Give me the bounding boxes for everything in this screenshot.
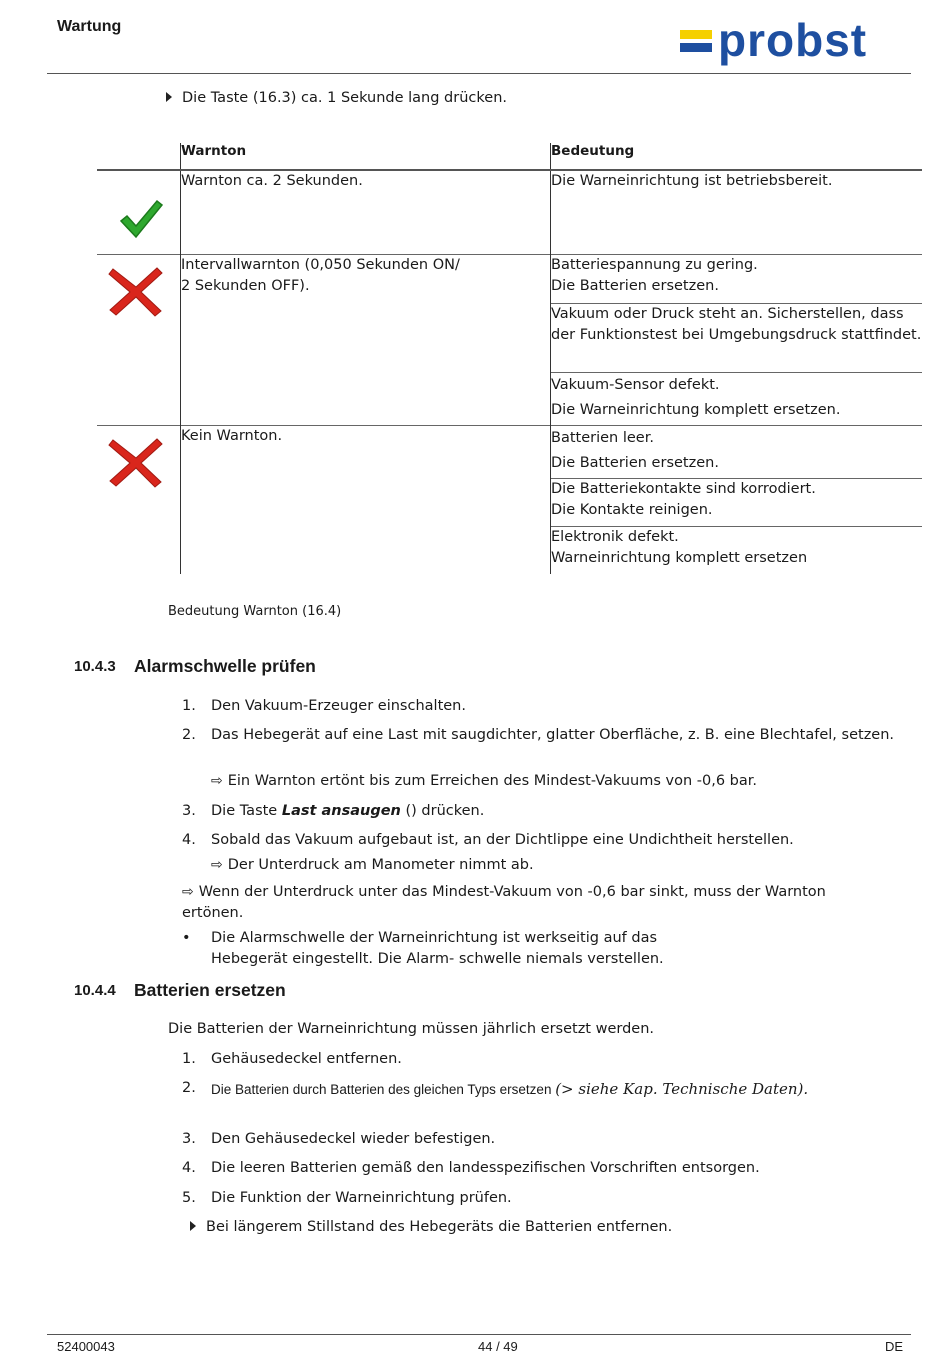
probst-logo (680, 22, 905, 70)
note-text: Die Alarmschwelle der Warneinrichtung ist werkseitig auf das Hebegerät eingestellt. Die Alarm- schwelle niemals verstellen. (211, 930, 664, 967)
result-arrow-icon: ⇨ (211, 857, 223, 873)
list-number: 1. (182, 1051, 196, 1067)
header-rule (47, 73, 911, 74)
step-arrow-icon (190, 1221, 196, 1231)
list-number: 4. (182, 1160, 196, 1176)
warnton-cell: Warnton ca. 2 Sekunden. (181, 170, 551, 254)
list-item: Gehäusedeckel entfernen. (211, 1051, 402, 1067)
meaning-cell: Elektronik defekt. Warneinrichtung komplett ersetzen (551, 526, 923, 574)
list-item: Die leeren Batterien gemäß den landesspezifischen Vorschriften entsorgen. (211, 1160, 760, 1176)
meaning-cell: Vakuum oder Druck steht an. Sicherstellen, dass der Funktionstest bei Umgebungsdruck stattfindet. (551, 303, 923, 372)
warnton-cell: Intervallwarnton (0,050 Sekunden ON/ 2 Sekunden OFF). (181, 254, 551, 425)
final-step: Bei längerem Stillstand des Hebegeräts die Batterien entfernen. (190, 1217, 672, 1238)
list-number: 5. (182, 1190, 196, 1206)
key-label: Last ansaugen (281, 803, 401, 819)
meaning-cell: Batteriespannung zu gering. Die Batterien ersetzen. (551, 254, 923, 303)
list-number: 3. (182, 803, 196, 819)
warnton-cell: Kein Warnton. (181, 425, 551, 574)
table-caption: Bedeutung Warnton (16.4) (168, 604, 342, 619)
list-item: Die Taste Last ansaugen () drücken. (211, 803, 485, 819)
meaning-cell: Batterien leer. Die Batterien ersetzen. (551, 425, 923, 478)
intro-step (166, 88, 507, 109)
cross-icon (107, 265, 165, 317)
result-item: ⇨ Der Unterdruck am Manometer nimmt ab. (211, 857, 534, 873)
list-item: Den Vakuum-Erzeuger einschalten. (211, 698, 466, 714)
section-number: 10.4.4 (74, 982, 116, 999)
col-header-warnton: Warnton (181, 143, 551, 170)
doc-number: 52400043 (57, 1339, 115, 1354)
cross-icon (107, 436, 165, 488)
cross-reference-link[interactable]: (> siehe Kap. Technische Daten). (555, 1080, 809, 1098)
list-number: 3. (182, 1131, 196, 1147)
list-item: Den Gehäusedeckel wieder befestigen. (211, 1131, 496, 1147)
list-item: Die Batterien durch Batterien des gleichen Typs ersetzen (> siehe Kap. Technische Daten). (211, 1080, 809, 1098)
section-number: 10.4.3 (74, 658, 116, 675)
result-paragraph: ⇨ Wenn der Unterdruck unter das Mindest-Vakuum von -0,6 bar sinkt, muss der Warnton ertönen. (182, 884, 826, 921)
result-arrow-icon: ⇨ (211, 773, 223, 789)
section-heading: Alarmschwelle prüfen (134, 656, 316, 676)
warnton-table (97, 143, 922, 574)
result-arrow-icon: ⇨ (182, 884, 194, 900)
meaning-cell: Vakuum-Sensor defekt. Die Warneinrichtung komplett ersetzen. (551, 372, 923, 425)
row-icon-cell (97, 254, 181, 425)
check-icon (117, 195, 165, 243)
list-item: Das Hebegerät auf eine Last mit saugdichter, glatter Oberfläche, z. B. eine Blechtafel, setzen. (211, 727, 895, 743)
list-item: Die Funktion der Warneinrichtung prüfen. (211, 1190, 512, 1206)
footer-rule (47, 1334, 911, 1335)
list-item: Sobald das Vakuum aufgebaut ist, an der Dichtlippe eine Undichtheit herstellen. (211, 832, 794, 848)
list-number: 4. (182, 832, 196, 848)
step-arrow-icon (166, 92, 172, 102)
section-intro: Die Batterien der Warneinrichtung müssen jährlich ersetzt werden. (168, 1021, 655, 1037)
row-icon-cell (97, 170, 181, 254)
language-code: DE (885, 1339, 904, 1354)
col-header-bedeutung: Bedeutung (551, 143, 923, 170)
meaning-cell: Die Batteriekontakte sind korrodiert. Die Kontakte reinigen. (551, 478, 923, 526)
meaning-cell: Die Warneinrichtung ist betriebsbereit. (551, 170, 923, 254)
page-section-title: Wartung (57, 18, 122, 35)
list-number: 2. (182, 1080, 196, 1096)
list-number: 2. (182, 727, 196, 743)
result-item: ⇨ Ein Warnton ertönt bis zum Erreichen des Mindest-Vakuums von -0,6 bar. (211, 773, 758, 789)
row-icon-cell (97, 425, 181, 574)
logo-text: probst (718, 22, 868, 66)
intro-step-text: Die Taste (16.3) ca. 1 Sekunde lang drücken. (182, 90, 507, 106)
list-number: 1. (182, 698, 196, 714)
page-number: 44 / 49 (478, 1339, 518, 1354)
bullet-dot: • (182, 930, 191, 946)
section-heading: Batterien ersetzen (134, 980, 286, 1000)
